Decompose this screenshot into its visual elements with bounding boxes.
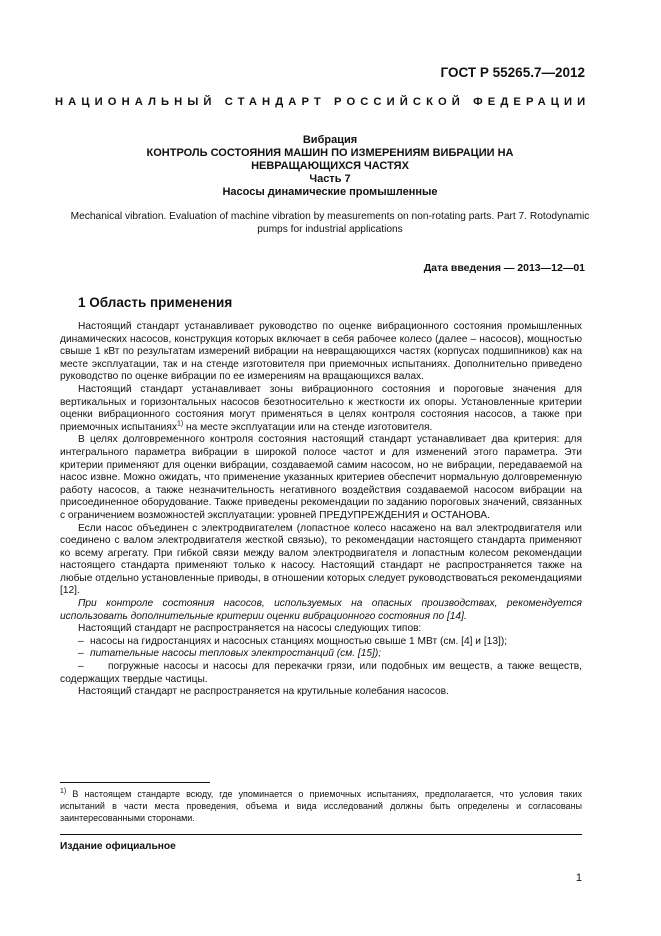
footnote-text: В настоящем стандарте всюду, где упоминается о приемочных испытаниях, предполагается, что условия таких испытаний в части места проведения, объема и вида исследований должны быть определены и согласованы заинтересованными сторонами. (60, 789, 582, 823)
list-dash: – (78, 661, 84, 673)
paragraph-4: Если насос объединен с электродвигателем (лопастное колесо насажено на вал электродвигателя или соединено с валом электродвигателя жесткой связью), то рекомендации настоящего стандарта применяют ко всему агрегату. При гибкой связи между валом электродвигателя и лопастным колесом рекомендации настоящего стандарта применяют только к насосу. Настоящий стандарт не распространяется также на любые отдельно установленные приводы, в отношении которых следует руководствоваться рекомендациями [12]. (60, 522, 582, 597)
paragraph-2 (60, 384, 582, 434)
list-dash: – (78, 635, 84, 647)
footnote-reference: 1) (176, 420, 184, 428)
national-standard-heading: НАЦИОНАЛЬНЫЙ СТАНДАРТ РОССИЙСКОЙ ФЕДЕРАЦИИ (55, 96, 591, 108)
paragraph-3: В целях долговременного контроля состояния настоящий стандарт устанавливает два критерия: для интегрального параметра вибрации в широкой полосе частот и для изменений этого параметра. Эти критерии применяют для оценки вибрации, создаваемой самим насосом, но не вибрации, передаваемой на насос извне. Можно ожидать, что применение указанных критериев обеспечит нормальную долговременную работу насосов, а также незначительность негативного воздействия создаваемой насосом вибрации на присоединенное оборудование. Также приведены рекомендации по заданию пороговых значений, связанных с ограничением возможностей эксплуатации: уровней ПРЕДУПРЕЖДЕНИЯ и ОСТАНОВА. (60, 434, 582, 521)
section-body (60, 321, 582, 699)
list-dash: – (78, 648, 84, 660)
title-line-part: Часть 7 (309, 173, 351, 185)
list-item (60, 636, 582, 649)
paragraph-2-end: на месте эксплуатации или на стенде изготовителя. (183, 421, 433, 433)
title-line-subject: Насосы динамические промышленные (222, 186, 438, 198)
english-title: Mechanical vibration. Evaluation of machine vibration by measurements on non-rotating parts. Part 7. Rotodynamic pumps for industrial applications (70, 211, 590, 235)
title-line-main-2: НЕВРАЩАЮЩИХСЯ ЧАСТЯХ (251, 160, 409, 172)
list-item (60, 648, 582, 661)
standard-id: ГОСТ Р 55265.7—2012 (440, 65, 585, 80)
page-number: 1 (575, 872, 582, 884)
paragraph-1: Настоящий стандарт устанавливает руководство по оценке вибрационного состояния промышленных динамических насосов, конструкция которых включает в себя рабочее колесо (далее – насосов), мощностью свыше 1 кВт по результатам измерений вибрации на невращающихся частях (корпусах подшипников) как на месте эксплуатации, так и на стенде изготовителя при приемочных испытаниях. Дополнительно приведено руководство по оценке вибрации по ее измерениям на вращающихся валах. (60, 321, 582, 383)
section-heading: 1 Область применения (78, 295, 233, 310)
list-item-text: погружные насосы и насосы для перекачки грязи, или подобных им веществ, а также веществ, содержащих твердые частицы. (60, 661, 582, 685)
paragraph-5-italic: При контроле состояния насосов, используемых на опасных производствах, рекомендуется использовать дополнительные критерии оценки вибрационного состояния по [14]. (60, 598, 582, 622)
title-block (60, 134, 600, 199)
footnote-marker: 1) (60, 788, 67, 795)
official-edition-label: Издание официальное (60, 841, 176, 852)
paragraph-7: Настоящий стандарт не распространяется на крутильные колебания насосов. (78, 686, 449, 698)
title-line-vibration: Вибрация (302, 134, 358, 146)
list-item (60, 661, 582, 686)
footer-divider (60, 834, 582, 835)
footnote-divider (60, 782, 210, 783)
paragraph-2-start: Настоящий стандарт устанавливает зоны вибрационного состояния и пороговые значения для вертикальных и горизонтальных насосов безотносительно к жесткости их опоры. Установленные критерии оценки вибрационного состояния могут применяться в целях контроля состояния насосов, а также при приемочных испытаниях (60, 383, 582, 433)
paragraph-6: Настоящий стандарт не распространяется на насосы следующих типов: (78, 623, 422, 635)
list-item-text: насосы на гидростанциях и насосных станциях мощностью свыше 1 МВт (см. [4] и [13]); (90, 635, 508, 647)
list-item-text: питательные насосы тепловых электростанций (см. [15]); (90, 648, 382, 660)
introduction-date: Дата введения — 2013—12—01 (423, 262, 585, 274)
title-line-main-1: КОНТРОЛЬ СОСТОЯНИЯ МАШИН ПО ИЗМЕРЕНИЯМ ВИБРАЦИИ НА (146, 147, 514, 159)
footnote (60, 788, 582, 824)
